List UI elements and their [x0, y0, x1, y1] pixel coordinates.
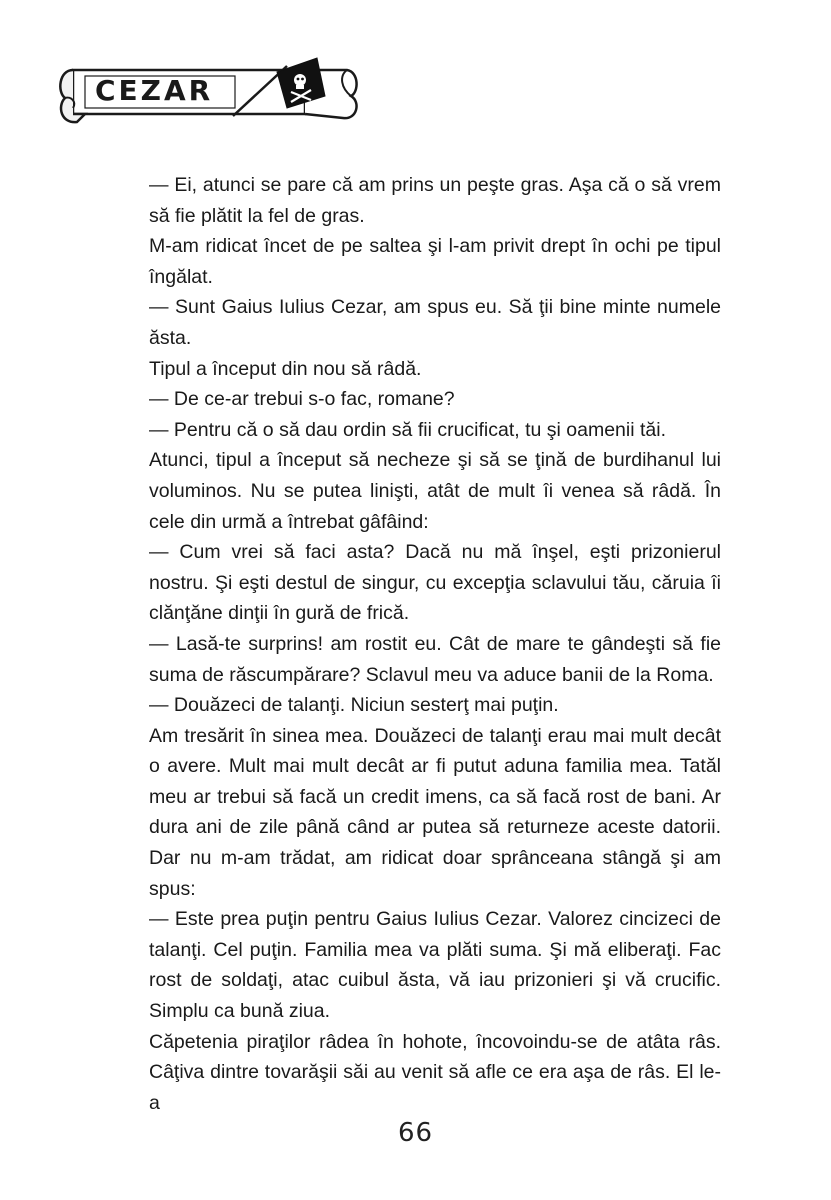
- paragraph: — Cum vrei să faci asta? Dacă nu mă înşel, eşti prizonierul nostru. Şi eşti destul de singur, cu excepţia sclavului tău, căruia îi clănţăne dinţii în gură de frică.: [149, 541, 721, 625]
- paragraph: Tipul a început din nou să râdă.: [149, 357, 422, 380]
- paragraph: Am tresărit în sinea mea. Douăzeci de talanţi erau mai mult decât o avere. Mult mai mult decât ar fi putut aduna familia mea. Tatăl meu ar trebui să facă un credit imens, ca să facă rost de bani. Ar dura ani de zile până când ar putea să returneze aceste datorii. Dar nu m-am trădat, am ridicat doar sprânceana stângă şi am spus:: [149, 724, 721, 900]
- body-text: [149, 170, 721, 1118]
- paragraph: M-am ridicat încet de pe saltea şi l-am privit drept în ochi pe tipul îngălat.: [149, 235, 721, 288]
- paragraph: — Douăzeci de talanţi. Niciun sesterţ mai puţin.: [149, 694, 559, 717]
- paragraph: — Lasă-te surprins! am rostit eu. Cât de mare te gândeşti să fie suma de răscumpărare? Sclavul meu va aduce banii de la Roma.: [149, 632, 721, 686]
- paragraph: Atunci, tipul a început să necheze şi să se ţină de burdihanul lui voluminos. Nu se putea linişti, atât de mult îi venea să râdă. În cele din urmă a întrebat gâfâind:: [149, 449, 721, 533]
- page-number: 66: [397, 1118, 434, 1148]
- paragraph: — Pentru că o să dau ordin să fii crucificat, tu şi oamenii tăi.: [149, 418, 666, 441]
- page-header-title: CEZAR: [95, 74, 214, 107]
- paragraph: — De ce-ar trebui s-o fac, romane?: [149, 388, 455, 411]
- paragraph: — Ei, atunci se pare că am prins un peşte gras. Aşa că o să vrem să fie plătit la fel de gras.: [149, 174, 721, 227]
- paragraph: — Este prea puţin pentru Gaius Iulius Cezar. Valorez cincizeci de talanţi. Cel puţin. Familia mea va plăti suma. Şi mă eliberaţi. Fac rost de soldaţi, atac cuibul ăsta, vă iau prizonieri şi vă crucific. Simplu ca bună ziua.: [149, 908, 721, 1023]
- paragraph: Căpetenia piraţilor râdea în hohote, încovoindu-se de atâta râs. Câţiva dintre tovarăşii săi au venit să afle ce era aşa de râs. El le-a: [149, 1030, 721, 1114]
- paragraph: — Sunt Gaius Iulius Cezar, am spus eu. Să ţii bine minte numele ăsta.: [149, 296, 721, 349]
